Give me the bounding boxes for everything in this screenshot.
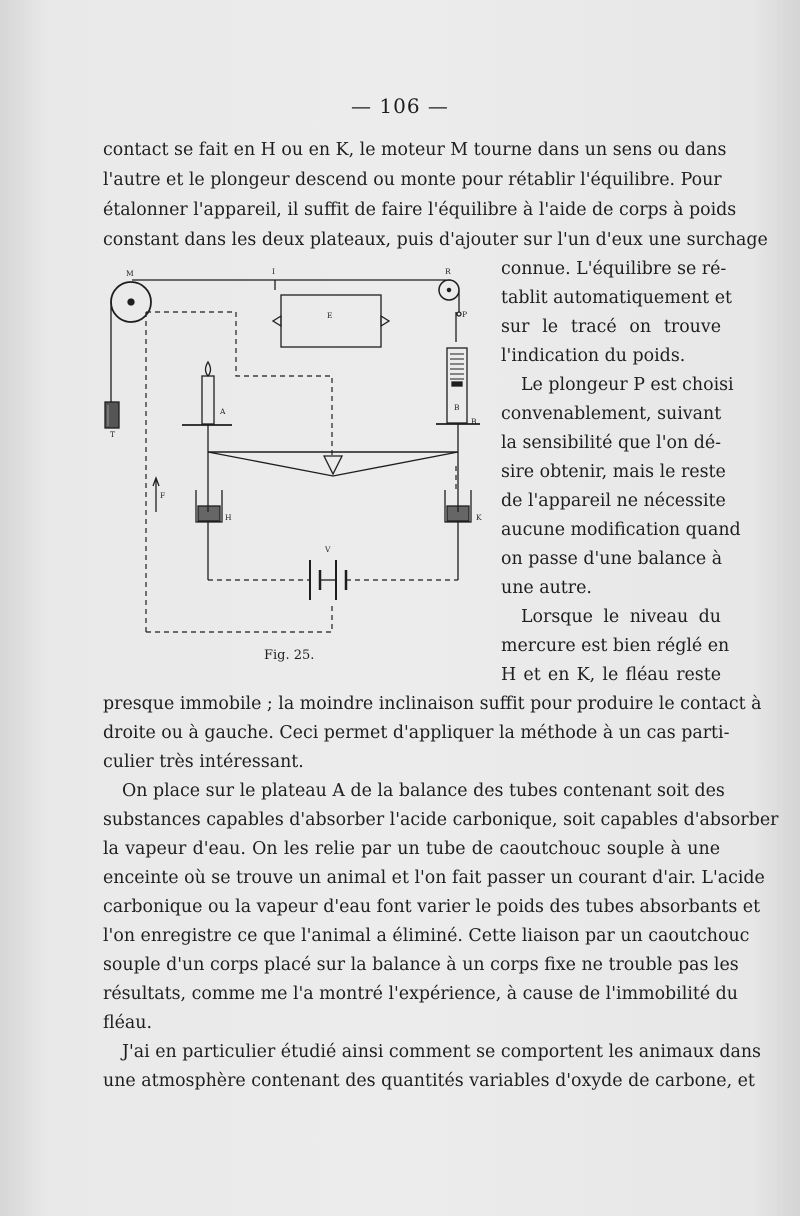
text-line: sire obtenir, mais le reste xyxy=(501,462,726,482)
text-line: on passe d'une balance à xyxy=(501,549,723,569)
text-line: sur le tracé on trouve xyxy=(501,317,721,337)
text-line: J'ai en particulier étudié ainsi comment se comportent les animaux dans xyxy=(122,1042,761,1062)
text-line: mercure est bien réglé en xyxy=(501,636,730,656)
text-line: une autre. xyxy=(501,578,592,598)
text-line: l'on enregistre ce que l'animal a éliminé. Cette liaison par un caoutchouc xyxy=(103,926,750,946)
text-line: contact se fait en H ou en K, le moteur M tourne dans un sens ou dans xyxy=(103,140,727,160)
label-M: M xyxy=(126,269,134,278)
text-line: constant dans les deux plateaux, puis d'ajouter sur l'un d'eux une surchage xyxy=(103,230,768,250)
text-line: Lorsque le niveau du xyxy=(521,607,721,627)
text-line: la sensibilité que l'on dé- xyxy=(501,433,721,453)
label-B: B xyxy=(454,403,460,412)
label-K: K xyxy=(476,513,482,522)
text-line: résultats, comme me l'a montré l'expérience, à cause de l'immobilité du xyxy=(103,984,738,1004)
text-line: la vapeur d'eau. On les relie par un tube de caoutchouc souple à une xyxy=(103,839,720,859)
text-line: On place sur le plateau A de la balance des tubes contenant soit des xyxy=(122,781,725,801)
figure-caption: Fig. 25. xyxy=(264,648,315,663)
label-B2: B xyxy=(471,417,477,426)
text-line: de l'appareil ne nécessite xyxy=(501,491,726,511)
text-line: substances capables d'absorber l'acide carbonique, soit capables d'absorber xyxy=(103,810,779,830)
label-H: H xyxy=(225,513,232,522)
text-line: l'indication du poids. xyxy=(501,346,686,366)
figure-25 xyxy=(98,262,490,662)
text-line: une atmosphère contenant des quantités variables d'oxyde de carbone, et xyxy=(103,1071,755,1091)
label-T: T xyxy=(110,430,116,439)
text-line: l'autre et le plongeur descend ou monte pour rétablir l'équilibre. Pour xyxy=(103,170,722,190)
text-line: enceinte où se trouve un animal et l'on fait passer un courant d'air. L'acide xyxy=(103,868,765,888)
label-E: E xyxy=(327,311,333,320)
label-R: R xyxy=(445,267,451,276)
text-line: tablit automatiquement et xyxy=(501,288,732,308)
label-I: I xyxy=(272,267,275,276)
text-line: connue. L'équilibre se ré- xyxy=(501,259,727,279)
label-A: A xyxy=(220,407,226,416)
text-line: étalonner l'appareil, il suffit de faire l'équilibre à l'aide de corps à poids xyxy=(103,200,737,220)
label-V: V xyxy=(325,545,331,554)
label-F: F xyxy=(160,491,166,500)
text-line: presque immobile ; la moindre inclinaison suffit pour produire le contact à xyxy=(103,694,762,714)
text-line: carbonique ou la vapeur d'eau font varier le poids des tubes absorbants et xyxy=(103,897,761,917)
text-line: fléau. xyxy=(103,1013,152,1033)
text-line: convenablement, suivant xyxy=(501,404,722,424)
apparatus-diagram xyxy=(98,262,490,662)
text-line: aucune modification quand xyxy=(501,520,741,540)
text-line: droite ou à gauche. Ceci permet d'appliquer la méthode à un cas parti- xyxy=(103,723,730,743)
page-number: — 106 — xyxy=(351,94,449,118)
text-line: H et en K, le fléau reste xyxy=(501,665,721,685)
text-line: Le plongeur P est choisi xyxy=(521,375,734,395)
text-line: culier très intéressant. xyxy=(103,752,304,772)
label-P: P xyxy=(462,310,468,319)
text-line: souple d'un corps placé sur la balance à un corps fixe ne trouble pas les xyxy=(103,955,739,975)
